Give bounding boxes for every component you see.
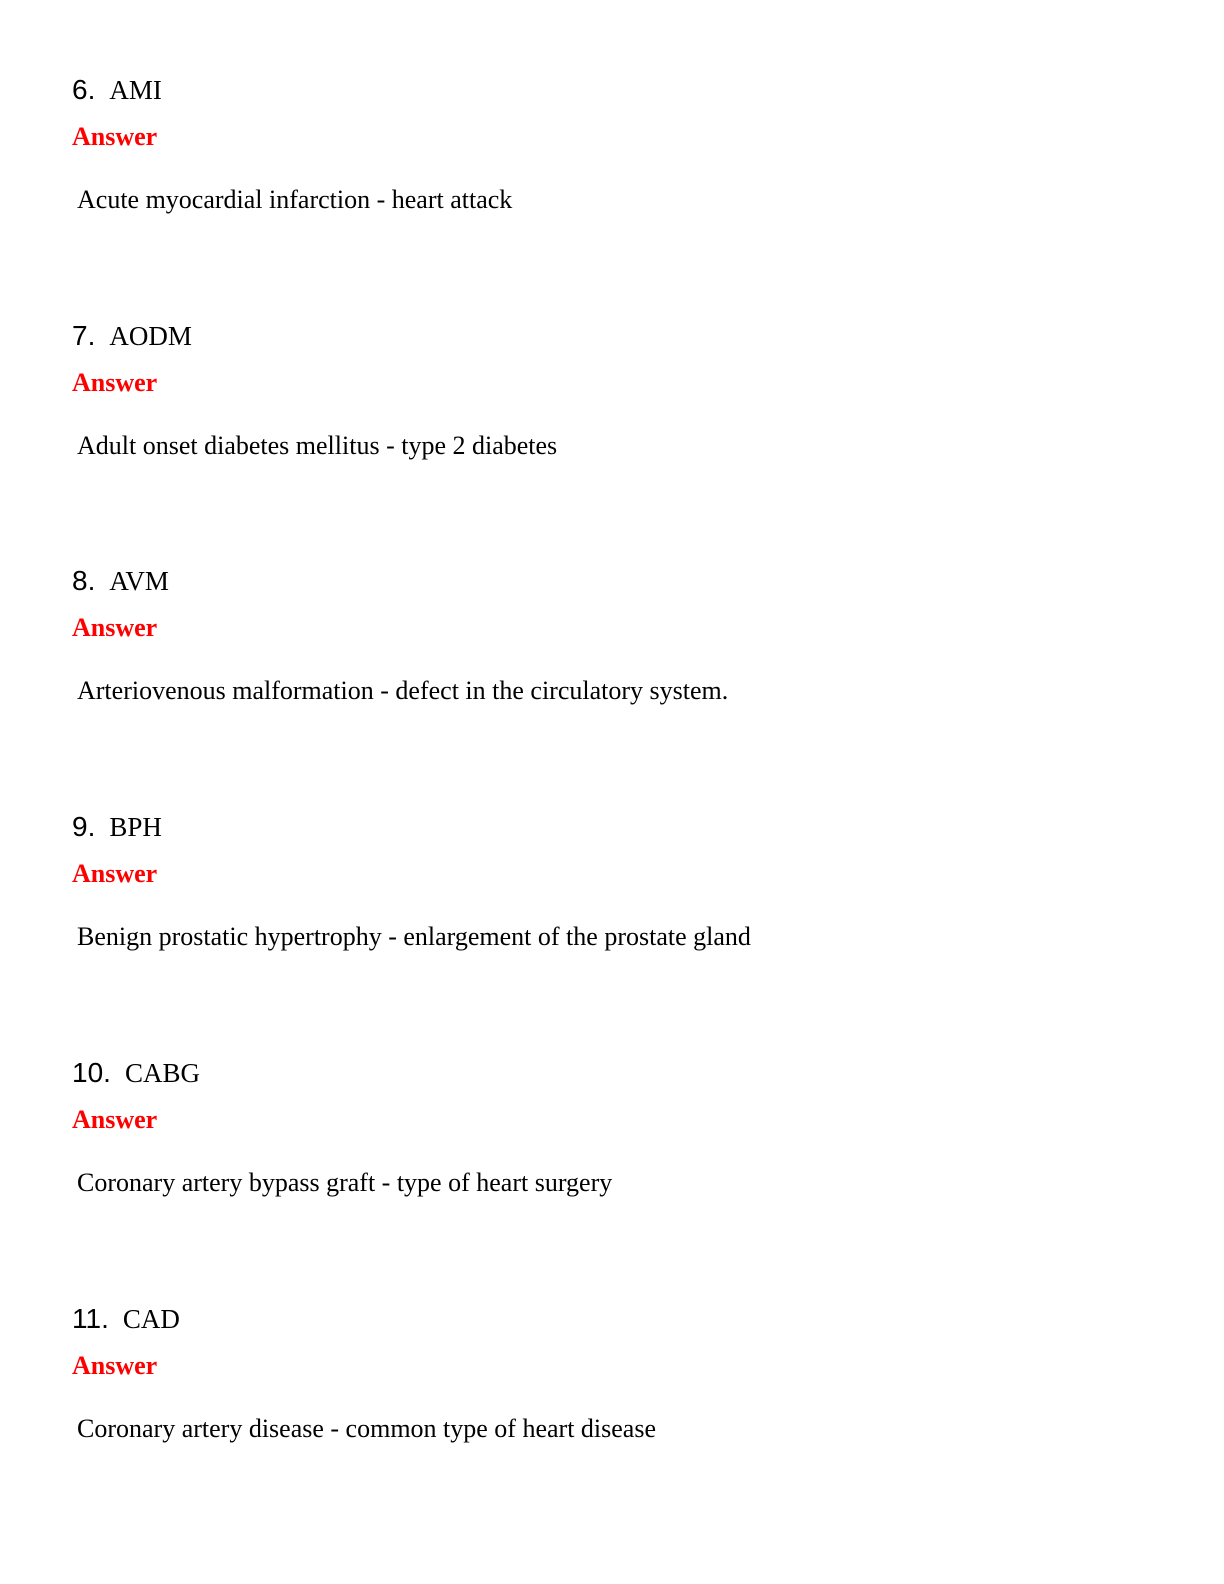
answer-label: Answer	[72, 122, 158, 151]
question-heading	[72, 70, 1172, 110]
answer-label: Answer	[72, 368, 158, 397]
question-heading	[72, 807, 1172, 847]
question-heading	[72, 561, 1172, 601]
question-entry-8	[72, 561, 1172, 705]
answer-text: Benign prostatic hypertrophy - enlargement of the prostate gland	[77, 922, 751, 951]
question-entry-7	[72, 316, 1172, 460]
question-heading	[72, 316, 1172, 356]
question-entry-11	[72, 1299, 1172, 1443]
answer-label: Answer	[72, 613, 158, 642]
question-number: 11.	[72, 1303, 109, 1334]
question-heading	[72, 1299, 1172, 1339]
answer-text: Coronary artery bypass graft - type of heart surgery	[77, 1168, 613, 1197]
question-number: 10.	[72, 1057, 111, 1088]
question-number: 9.	[72, 811, 96, 842]
question-number: 7.	[72, 320, 96, 351]
answer-text: Coronary artery disease - common type of heart disease	[77, 1414, 657, 1443]
question-entry-10	[72, 1053, 1172, 1197]
question-number: 6.	[72, 74, 96, 105]
question-number: 8.	[72, 565, 96, 596]
answer-text: Acute myocardial infarction - heart attack	[77, 185, 513, 214]
question-term: BPH	[109, 812, 162, 842]
question-entry-6	[72, 70, 1172, 214]
answer-label: Answer	[72, 1351, 158, 1380]
question-term: CAD	[122, 1304, 180, 1334]
question-entry-9	[72, 807, 1172, 951]
answer-label: Answer	[72, 859, 158, 888]
answer-text: Arteriovenous malformation - defect in the circulatory system.	[77, 676, 729, 705]
answer-label: Answer	[72, 1105, 158, 1134]
question-term: CABG	[124, 1058, 200, 1088]
question-term: AMI	[109, 75, 162, 105]
question-term: AODM	[109, 321, 192, 351]
answer-text: Adult onset diabetes mellitus - type 2 diabetes	[77, 431, 558, 460]
question-heading	[72, 1053, 1172, 1093]
question-term: AVM	[109, 566, 169, 596]
